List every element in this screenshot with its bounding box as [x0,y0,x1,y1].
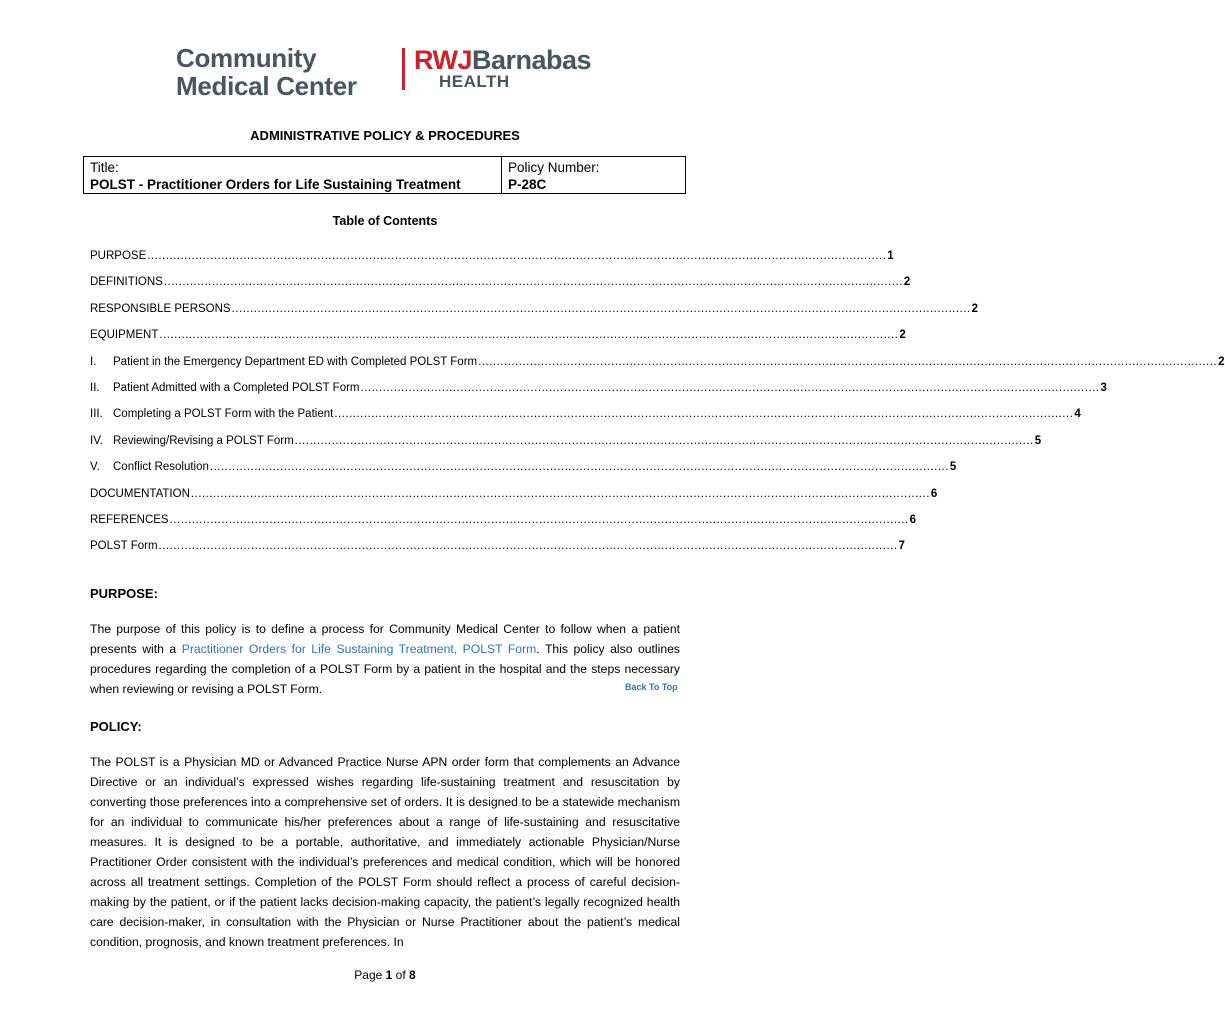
toc-entry-numeral: III. [90,408,103,421]
toc-entry[interactable] [90,538,905,564]
policy-number-cell [502,157,685,193]
policy-heading: POLICY: [90,719,142,734]
toc-entry[interactable] [90,380,1107,406]
page-footer [0,968,770,982]
logo-org-name [176,44,396,100]
document-heading: ADMINISTRATIVE POLICY & PROCEDURES [250,128,520,143]
title-table [83,156,686,194]
logo-brand-sub: HEALTH [439,72,510,91]
toc-entry[interactable] [90,301,979,327]
toc-entry-text: Reviewing/Revising a POLST Form [113,434,294,447]
toc-entry[interactable] [90,274,911,300]
toc-page-number: 1 [887,250,894,262]
toc-leader-dots: ........................................................................................................................................................................................................ [147,250,887,262]
toc-entry-text: DOCUMENTATION [90,487,190,500]
toc-entry[interactable] [90,459,957,485]
logo-brand-red: RWJ [414,45,473,75]
policy-paragraph: The POLST is a Physician MD or Advanced Practice Nurse APN order form that complements an Advance Directive or an individual’s expressed wishes regarding life-sustaining treatment and resuscitation by converting those preferences into a comprehensive set of orders. It is designed to be a statewide mechanism for an individual to communicate his/her preferences about a range of life-sustaining and resuscitative measures. It is designed to be a portable, authoritative, and immediately actionable Physician/Nurse Practitioner Order consistent with the individual’s preferences and medical condition, which will be honored across all treatment settings. Completion of the POLST Form should reflect a process of careful decision-making by the patient, or if the patient lacks decision-making capacity, the patient’s legally recognized health care decision-maker, in consultation with the Physician or Nurse Practitioner about the patient’s medical condition, prognosis, and known treatment preferences. In [90,755,680,949]
toc-entry[interactable] [90,486,938,512]
toc-leader-dots: ........................................................................................................................................................................................................ [478,355,1218,368]
toc-entry-text: EQUIPMENT [90,329,159,342]
toc-page-number: 4 [1074,408,1081,421]
toc-entry-text: POLST Form [90,540,158,553]
toc-entry-text: REFERENCES [90,513,169,526]
toc-entry-text: DEFINITIONS [90,276,163,289]
toc-page-number: 2 [971,302,979,315]
toc-leader-dots: ........................................................................................................................................................................................................ [159,329,899,342]
toc-entry-text: PURPOSE [90,250,147,262]
logo-org-line1: Community [176,43,317,73]
polst-form-link[interactable]: Practitioner Orders for Life Sustaining Treatment, POLST Form [181,642,537,656]
toc-entry-numeral: I. [90,355,97,368]
back-to-top-link[interactable]: Back To Top [625,682,678,692]
toc-page-number: 7 [898,540,905,553]
toc-entry-text: RESPONSIBLE PERSONS [90,302,231,315]
logo-org-line2: Medical Center [176,71,357,101]
toc-leader-dots: ........................................................................................................................................................................................................ [360,381,1100,394]
purpose-text-continued: . This policy also outlines procedures regarding the completion of a POLST Form by a patient in the hospital and the steps necessary when reviewing or revising a POLST Form. [90,642,681,696]
toc-page-number: 6 [909,513,917,526]
footer-page-word: Page [354,968,383,982]
toc-entry-text: Patient Admitted with a Completed POLST Form [113,381,360,394]
toc-page-number: 5 [1034,434,1042,447]
toc-entry[interactable] [90,327,906,353]
toc-entry[interactable] [90,512,917,538]
toc-page-number: 3 [1100,381,1107,394]
purpose-heading: PURPOSE: [90,586,158,601]
toc-entry[interactable] [90,406,1081,432]
purpose-paragraph [90,619,680,699]
toc-page-number: 5 [949,461,957,474]
title-label: Title: [90,160,119,175]
toc-entry[interactable] [90,248,894,274]
toc-entry-numeral: IV. [90,434,104,447]
toc-leader-dots: ........................................................................................................................................................................................................ [158,540,898,553]
toc-page-number: 6 [930,487,938,500]
footer-of-word: of [395,968,406,982]
policy-number-value: P-28C [508,177,547,192]
toc-leader-dots: ........................................................................................................................................................................................................ [163,276,903,289]
toc-entry-text: Conflict Resolution [113,461,209,474]
toc-leader-dots: ........................................................................................................................................................................................................ [231,302,971,315]
toc-page-number: 2 [1218,355,1225,368]
toc-entry-text: Patient in the Emergency Department ED with Completed POLST Form [113,355,478,368]
toc-leader-dots: ........................................................................................................................................................................................................ [190,487,930,500]
toc-leader-dots: ........................................................................................................................................................................................................ [334,408,1074,421]
logo-divider [402,48,405,90]
table-of-contents [90,248,1225,565]
toc-entry-text: Completing a POLST Form with the Patient [113,408,334,421]
toc-leader-dots: ........................................................................................................................................................................................................ [209,461,949,474]
title-cell [84,157,502,193]
toc-leader-dots: ........................................................................................................................................................................................................ [169,513,909,526]
toc-heading: Table of Contents [332,214,438,228]
footer-current-page: 1 [385,968,393,982]
logo-brand-gray: Barnabas [472,45,592,75]
policy-number-label: Policy Number: [508,160,600,175]
toc-page-number: 2 [903,276,911,289]
toc-entry-numeral: II. [90,381,100,394]
purpose-text: The purpose of this policy is to define a process for Community Medical Center to follow when a patient presents with a [90,622,680,656]
logo-brand [414,46,591,74]
toc-entry[interactable] [90,433,1042,459]
toc-entry-numeral: V. [90,461,100,474]
title-value: POLST - Practitioner Orders for Life Sustaining Treatment [90,177,461,192]
toc-entry[interactable] [90,354,1225,380]
footer-total-pages: 8 [409,968,416,982]
toc-page-number: 2 [899,329,906,342]
toc-leader-dots: ........................................................................................................................................................................................................ [294,434,1034,447]
